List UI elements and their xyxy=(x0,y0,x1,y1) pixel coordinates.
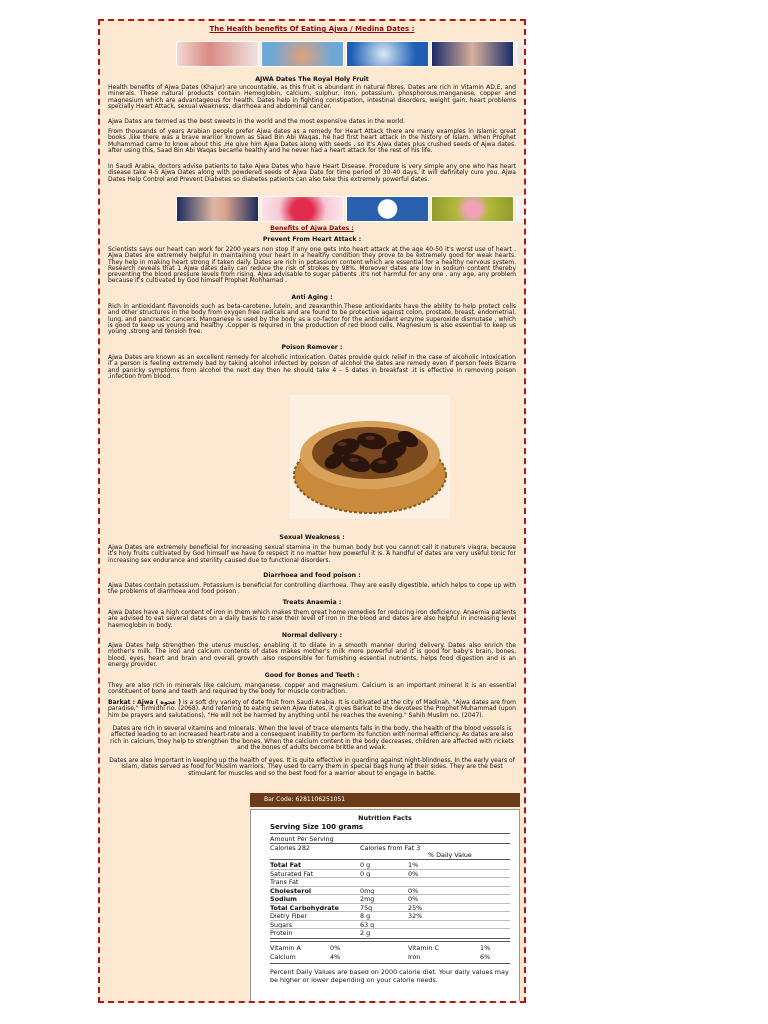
nutrient-amount: 2mg xyxy=(360,895,375,903)
nutrient-name: Cholesterol xyxy=(270,886,312,895)
nutrient-amount: 63 g xyxy=(360,920,375,929)
barcode-bar: Bar Code: 6281106251051 xyxy=(250,793,520,807)
nutrition-facts-panel xyxy=(250,809,520,1003)
nutrient-name: Trans Fat xyxy=(270,878,299,886)
vitamin-value: 0% xyxy=(330,944,341,952)
vitamins-paragraph: Dates are rich in several vitamins and minerals. When the level of trace elements falls in the body, the health of the blood vessels is affected leading to an increased heart-rate and a consequent inability to perform its function with normal efficiency. As dates are also rich in calcium, they help to strengthen the bones. When the calcium content in the body decreases, children are affected with rickets and the bones of adults become brittle and weak. xyxy=(110,725,514,751)
vitamin-name: Calcium xyxy=(270,953,296,961)
heart-attack-heading: Prevent From Heart Attack : xyxy=(262,236,362,243)
normal-delivery-heading: Normal delivery : xyxy=(281,632,343,639)
vitamin-row xyxy=(270,944,510,952)
daily-value-header: % Daily Value xyxy=(428,851,472,859)
top-photo-strip xyxy=(176,41,526,67)
poison-remover-heading: Poison Remover : xyxy=(281,344,343,351)
benefits-heading: Benefits of Ajwa Dates : xyxy=(270,225,354,232)
back-pain-photo xyxy=(176,196,259,222)
nutrient-name: Sugars xyxy=(270,920,293,929)
vitamin-name: Iron xyxy=(408,953,421,961)
barkat-label: Barkat : Ajwa ( عجوه ) xyxy=(108,699,182,706)
nutrient-daily-value: 32% xyxy=(408,912,423,920)
anaemia-heading: Treats Anaemia : xyxy=(282,599,342,606)
history-paragraph: From thousands of years Arabian people prefer Ajwa dates as a remedy for Heart Attack there are many examples in Islamic great books ,like there was a brave warrior known as Saad Bin Abi Waqas, he had first heart attack in the history of Islam. When Prophet Muhammad came to know about this ,He give him Ajwa Dates along with seeds , so it's Ajwa dates plus crushed seeds of Ajwa dates. after using this, Saad Bin Abi Waqas became healthy and he never had a heart attack for the rest of his life. xyxy=(108,128,516,154)
mother-child-icon xyxy=(346,196,429,222)
bones-teeth-paragraph: They are also rich in minerals like calcium, manganese, copper and magnesium. Calcium is an important mineral it is an essential constituent of bone and teeth and required by the body for muscle contraction. xyxy=(108,682,516,696)
nutrient-amount: 75g xyxy=(360,903,373,912)
eye-photo xyxy=(516,41,526,67)
nutrient-row xyxy=(270,929,510,937)
divider xyxy=(270,941,510,942)
nutrient-amount: 0 g xyxy=(360,869,371,878)
nutrient-amount: 8 g xyxy=(360,912,371,920)
body-photo xyxy=(431,41,514,67)
vitamin-name: Vitamin C xyxy=(408,944,439,952)
bones-teeth-heading: Good for Bones and Teeth : xyxy=(264,672,360,679)
diarrhoea-heading: Diarrhoea and food poison : xyxy=(263,572,361,579)
nutrient-daily-value: 25% xyxy=(408,903,423,912)
amount-per-serving: Amount Per Serving xyxy=(270,835,334,843)
brain-photo xyxy=(346,41,429,67)
intro-paragraph: Health benefits of Ajwa Dates (Khajur) are uncountable, as this fruit is abundant in natural fibres. Dates are rich in Vitamin AD,E, and minerals. These natural products contain Hemoglobin, calcium, sulphur, iron, potassium, phosphorous,manganese, copper and magnesium which are advantageous for health. Dates help in fighting constipation, intestinal disorders, weight gain, heart problems specially Heart Attack, sexual weakness, diarrhoea and abdominal cancer. xyxy=(108,84,516,110)
vitamin-name: Vitamin A xyxy=(270,944,301,952)
daily-value-footnote: Percent Daily Values are based on 2000 calorie diet. Your daily values may be higher or lower depending on your calorie needs. xyxy=(270,968,509,984)
nutrient-amount: 2 g xyxy=(360,929,371,937)
poison-remover-paragraph: Ajwa Dates are known as an excellent remedy for alcoholic intoxication. Dates provide quick relief in the case of alcoholic intoxication if a person is feeling extremely bad by taking alcohol infected by poison of alcohol the dates are remedy even if person feels Bizarre and panicky symptoms from alcohol the next day then he should take 4 – 5 dates in breakfast .it is effective in removing poison ,infection from blood. xyxy=(108,354,516,380)
anaemia-paragraph: Ajwa Dates have a high content of iron in them which makes them great home remedies for reducing iron deficiency. Anaemia patients are advised to eat several dates on a daily basis to raise their level of iron in the blood and dates are also helpful in increasing level haemoglobin in body. xyxy=(108,609,516,629)
barkat-paragraph xyxy=(108,700,516,719)
calories-from-fat: Calories from Fat 3 xyxy=(360,844,421,852)
heart-photo xyxy=(261,196,344,222)
divider xyxy=(270,938,510,939)
vitamin-value: 6% xyxy=(480,953,491,961)
heart-attack-paragraph: Scientists says our heart can work for 2200 years non stop if any one gets into heart attack at the age 40-50 it's worst use of heart . Ajwa Dates are extremely helpful in maintaining your heart in a healthy condition they prove to be extremely good for weak hearts. They help in making heart strong if taken daily. Dates are rich in potassium content which are essential for a healthy nervous system. Research reveals that 1 Ajwa dates daily can reduce the risk of strokes by 98%. Moreover dates are low in sodium content thereby preventing the blood pressure levels from rising. Ajwa advisable to sugar patients .it's not harmful for any one . any age, any problem because it's cultivated by God himself Prophet Mohhamad . xyxy=(108,246,516,285)
divider xyxy=(270,963,510,964)
nutrition-title: Nutrition Facts xyxy=(358,814,412,822)
vitamin-value: 1% xyxy=(480,944,491,952)
anti-aging-heading: Anti Aging : xyxy=(291,294,333,301)
nutrient-name: Saturated Fat xyxy=(270,869,314,878)
page-frame xyxy=(98,19,526,1003)
vitamin-row xyxy=(270,953,510,961)
nutrient-name: Total Carbohydrate xyxy=(270,903,339,912)
middle-photo-strip xyxy=(176,196,526,222)
anti-aging-paragraph: Rich in antioxidant flavonoids such as beta-carotene, lutein, and zeaxanthin.These antioxidants have the ability to help protect cells and other structures in the body from oxygen free radicals and are found to be protective against colon, prostate, breast, endometrial, lung, and pancreatic cancers. Manganese is used by the body as a co-factor for the antioxidant enzyme superoxide dismutase , which is good to keep us young and healthy .Copper is required in the production of red blood cells. Magnesium is also essential to keep us young ,strong and tension free. xyxy=(108,303,516,336)
intestine-photo xyxy=(261,41,344,67)
nutrient-amount: 0 g xyxy=(360,861,371,869)
eyes-paragraph: Dates are also important in keeping up the health of eyes. It is quite effective in guarding against night-blindness. In the early years of Islam, dates served as food for Muslim warriors. They used to carry them in special bags hung at their sides. They are the best stimulant for muscles and so the best food for a warrior about to engage in battle. xyxy=(109,757,515,777)
nutrient-name: Dietry Fiber xyxy=(270,912,308,920)
royal-fruit-heading: AJWA Dates The Royal Holy Fruit xyxy=(255,76,369,83)
nutrient-name: Total Fat xyxy=(270,861,302,869)
saudi-paragraph: In Saudi Arabia, doctors advise patients to take Ajwa Dates who have Heart Disease. Procedure is very simple any one who has heart disease take 4-5 Ajwa Dates along with powdered seeds of Ajwa Date for time period of 30-40 days, it will definitely cure you. Ajwa Dates Help Control and Prevent Diabetes so diabetes patients can also take this extremely powerful dates. xyxy=(108,163,516,183)
doctor-photo xyxy=(516,196,526,222)
normal-delivery-paragraph: Ajwa Dates help strengthen the uterus muscles, enabling it to dilate in a smooth manner during delivery. Dates also enrich the mother's milk. The iron and calcium contents of dates makes mother's milk more powerful and it is good for baby's brain, bones, blood, eyes, heart and brain and overall growth .also responsible for furnishing essential nutrients, helps food digestion and is an energy provider. xyxy=(108,642,516,668)
vitamin-value: 4% xyxy=(330,953,341,961)
calories: Calories 282 xyxy=(270,844,310,852)
best-sweets-paragraph: Ajwa Dates are termed as the best sweets in the world and the most expensive dates in the world. xyxy=(108,118,405,125)
sexual-weakness-paragraph: Ajwa Dates are extremely beneficial for increasing sexual stamina in the human body but you cannot call it nature's viagra, because it's holy fruits cultivated by God himself we have to respect it no matter how powerful it is. A handful of dates are very useful tonic for increasing sex endurance and sterility caused due to functional disorders. xyxy=(108,544,516,564)
dates-bowl-photo xyxy=(290,395,450,519)
ribbon-photo xyxy=(431,196,514,222)
divider xyxy=(270,859,510,860)
divider xyxy=(270,833,510,834)
daily-value-header-row xyxy=(270,851,510,859)
diarrhoea-paragraph: Ajwa Dates contain potassium. Potassium is beneficial for controlling diarrhoea. They are easily digestible, which helps to cope up with the problems of diarrhoea and food poison . xyxy=(108,582,516,596)
nutrient-name: Protein xyxy=(270,929,293,937)
nutrient-daily-value: 1% xyxy=(408,861,419,869)
barkat-text: is a soft dry variety of date fruit from Saudi Arabia. It is cultivated at the city of Madinah. "Ajwa dates are from paradise," Tirmidhi no. (2068). And referring to eating seven Ajwa dates, it gives Barkat to the devotees the Prophet Muhammad (upon him be prayers and salutations), "He will not be harmed by anything until he reaches the evening." Sahih Muslim no. (2047). xyxy=(108,699,516,719)
massage-photo xyxy=(176,41,259,67)
nutrient-daily-value: 0% xyxy=(408,895,419,903)
serving-size: Serving Size 100 grams xyxy=(270,823,364,831)
nutrient-amount: 0mg xyxy=(360,886,375,895)
nutrient-daily-value: 0% xyxy=(408,869,419,878)
nutrient-daily-value xyxy=(408,929,468,937)
page-title: The Health benefits Of Eating Ajwa / Medina Dates : xyxy=(209,25,415,33)
nutrient-name: Sodium xyxy=(270,895,297,903)
sexual-weakness-heading: Sexual Weakness : xyxy=(279,534,345,541)
nutrient-daily-value: 0% xyxy=(408,886,419,895)
